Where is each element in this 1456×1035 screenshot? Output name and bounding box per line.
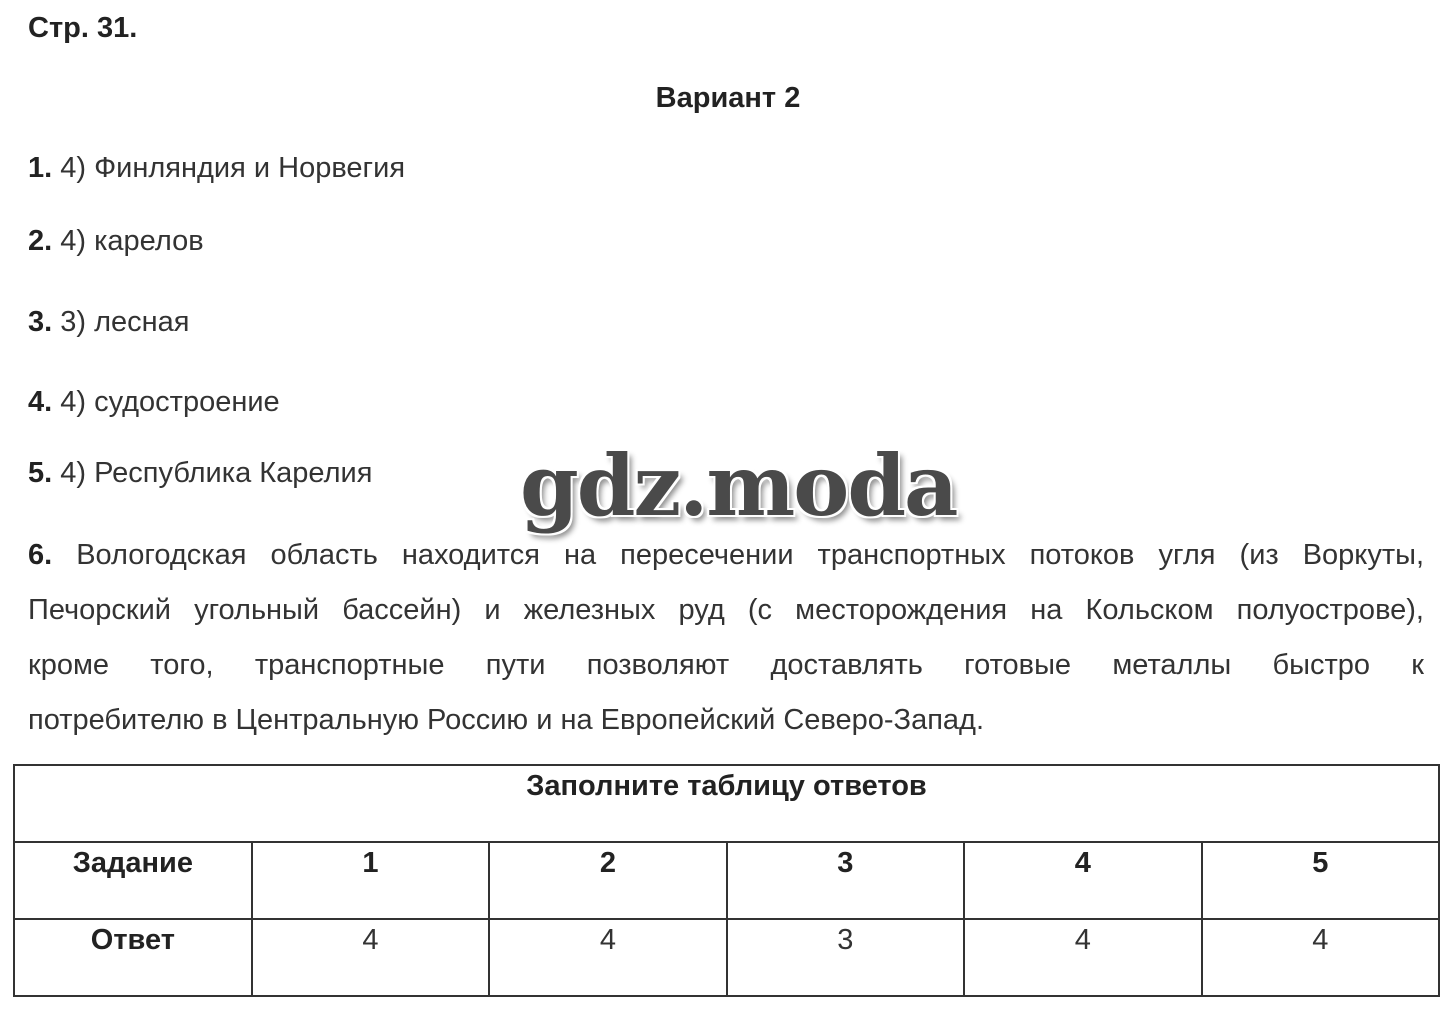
answer-number: 3. (28, 306, 53, 338)
table-cell-task: 2 (489, 842, 726, 919)
answer-6-line-3: кроме того, транспортные пути позволяют доставлять готовые металлы быстро к (28, 649, 1424, 681)
table-cell-task: 4 (964, 842, 1201, 919)
answer-number: 4. (28, 386, 53, 418)
variant-title: Вариант 2 (655, 82, 801, 114)
answer-4 (28, 386, 280, 419)
answer-2 (28, 225, 204, 258)
answer-number: 6. (28, 539, 53, 571)
answer-number: 5. (28, 457, 53, 489)
answer-6-line-2: Печорский угольный бассейн) и железных руд (с месторождения на Кольском полуострове), (28, 594, 1424, 626)
answer-6 (28, 528, 1424, 748)
table-row-label: Задание (14, 842, 252, 919)
answer-table (13, 764, 1440, 997)
answer-6-text: Вологодская область находится на пересечении транспортных потоков угля (из Воркуты, (76, 539, 1424, 571)
answer-text: 4) Республика Карелия (60, 457, 373, 489)
answer-number: 2. (28, 225, 53, 257)
table-cell-answer: 4 (1202, 919, 1439, 996)
watermark-logo: gdz.moda (520, 436, 957, 535)
table-cell-answer: 4 (489, 919, 726, 996)
table-cell-answer: 4 (252, 919, 489, 996)
table-cell-task: 5 (1202, 842, 1439, 919)
answer-6-line-1 (28, 528, 1424, 583)
answer-text: 4) Финляндия и Норвегия (60, 152, 406, 184)
table-row-tasks (14, 842, 1439, 919)
answer-text: 3) лесная (60, 306, 190, 338)
answer-6-line-4: потребителю в Центральную Россию и на Европейский Северо-Запад. (28, 704, 985, 736)
table-cell-answer: 3 (727, 919, 964, 996)
answer-text: 4) судостроение (60, 386, 280, 418)
answer-5 (28, 457, 372, 490)
table-cell-task: 1 (252, 842, 489, 919)
answer-text: 4) карелов (60, 225, 204, 257)
table-row-answers (14, 919, 1439, 996)
page-header: Стр. 31. (28, 12, 138, 44)
table-cell-task: 3 (727, 842, 964, 919)
answer-1 (28, 152, 405, 185)
table-caption: Заполните таблицу ответов (14, 765, 1439, 842)
answer-3 (28, 306, 190, 339)
answer-number: 1. (28, 152, 53, 184)
table-row-label: Ответ (14, 919, 252, 996)
table-cell-answer: 4 (964, 919, 1201, 996)
